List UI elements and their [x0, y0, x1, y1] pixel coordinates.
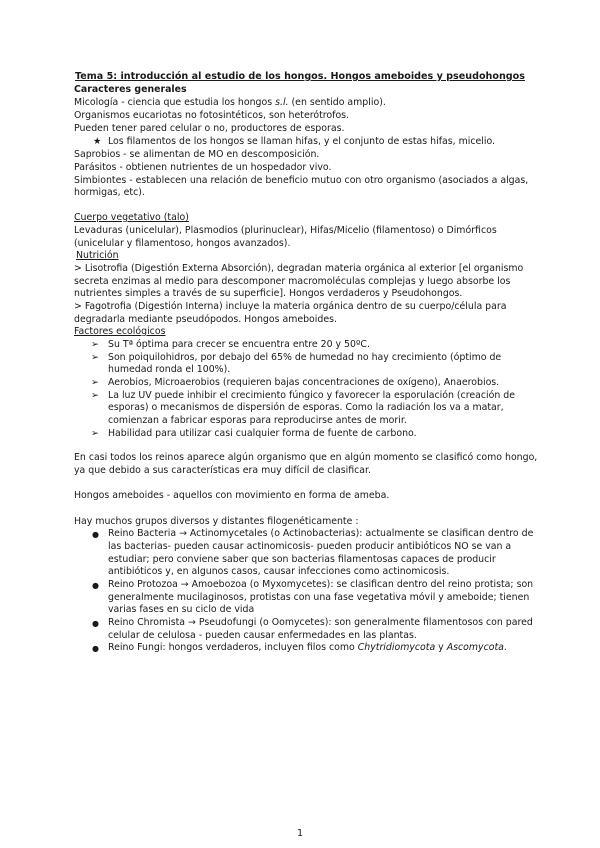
grupo-protozoa-1: Reino Protozoa → Amoebozoa (o Myxomycetes): se clasifican dentro del reino protista; son [108, 579, 534, 590]
cuerpo-heading: Cuerpo vegetativo (talo) [74, 212, 189, 223]
factor-humedad: Son poiquilohidros, por debajo del 65% de humedad no hay crecimiento (óptimo de [108, 352, 502, 363]
arrow-bullet-icon: ➢ [91, 377, 99, 388]
star-bullet-icon: ★ [93, 136, 102, 147]
micologia-text-italic: s.l. [275, 97, 289, 108]
grupo-bacteria-2: las bacterias- pueden causar actinomicosis- pueden producir antibióticos NO se van a [108, 541, 512, 552]
ascomycota-text: Ascomycota [446, 642, 504, 653]
page-number: 1 [296, 828, 304, 839]
nutricion-line-2: secreta enzimas al medio para descomponer macromoléculas complejas y luego absorbe los [74, 276, 511, 287]
nutricion-line-4: > Fagotrofia (Digestión Interna) incluye la materia orgánica dentro de su cuerpo/célula para [74, 301, 507, 312]
cuerpo-line-2: (unicelular y filamentoso, hongos avanzados). [74, 238, 291, 249]
grupo-fungi-y: y [435, 642, 447, 653]
micologia-text-b: (en sentido amplio). [288, 97, 386, 108]
cuerpo-line-1: Levaduras (unicelular), Plasmodios (plurinuclear), Hifas/Micelio (filamentoso) o Dimórficos [74, 225, 497, 236]
grupo-bacteria-3: estudiar; pero conviene saber que son bacterias filamentosas capaces de producir [108, 554, 496, 565]
arrow-bullet-icon: ➢ [91, 352, 99, 363]
factor-oxigeno: Aerobios, Microaerobios (requieren bajas concentraciones de oxígeno), Anaerobios. [108, 377, 500, 388]
pared-line: Pueden tener pared celular o no, productores de esporas. [74, 123, 345, 134]
factor-luz-3: comienzan a fabricar esporas para reproducirse antes de morir. [108, 415, 407, 426]
grupo-protozoa-2: generalmente mucilaginosos, protistas con una fase vegetativa móvil y ameboide; tienen [108, 592, 530, 603]
chytridiomycota-text: Chytridiomycota [357, 642, 436, 653]
micologia-text-a: Micología - ciencia que estudia los hongos [74, 97, 276, 108]
caracteres-heading: Caracteres generales [74, 84, 187, 95]
nutricion-heading: Nutrición [76, 250, 119, 261]
nutricion-line-3: nutrientes simples a través de su superficie]. Hongos verdaderos y Pseudohongos. [74, 288, 463, 299]
nutricion-line-1: > Lisotrofia (Digestión Externa Absorción), degradan materia orgánica al exterior [el organismo [74, 263, 524, 274]
page-title: Tema 5: introducción al estudio de los hongos. Hongos ameboides y pseudohongos [75, 71, 525, 82]
dot-bullet-icon: ● [92, 619, 99, 628]
factor-luz: La luz UV puede inhibir el crecimiento fúngico y favorecer la esporulación (creación de [108, 390, 515, 401]
filamentos-line: Los filamentos de los hongos se llaman hifas, y el conjunto de estas hifas, micelio. [108, 136, 496, 147]
arrow-bullet-icon: ➢ [91, 339, 99, 350]
reinos-line-2: ya que debido a sus características era muy difícil de clasificar. [74, 465, 371, 476]
dot-bullet-icon: ● [92, 581, 99, 590]
factor-luz-2: esporas) o mecanismos de dispersión de esporas. Como la radiación los va a matar, [108, 402, 504, 413]
factor-temperatura: Su Tª óptima para crecer se encuentra entre 20 y 50ºC. [108, 339, 370, 350]
simbiontes-line-2: hormigas, etc). [74, 187, 145, 198]
grupo-chromista-2: celular de celulosa - pueden causar enfermedades en las plantas. [108, 630, 417, 641]
dot-bullet-icon: ● [92, 530, 99, 539]
arrow-bullet-icon: ➢ [91, 428, 99, 439]
factor-carbono: Habilidad para utilizar casi cualquier forma de fuente de carbono. [108, 428, 417, 439]
grupo-fungi-end: . [503, 642, 507, 653]
grupo-bacteria-4: antibióticos y, en algunos casos, causar infecciones como actinomicosis. [108, 566, 450, 577]
dot-bullet-icon: ● [92, 644, 99, 653]
grupo-fungi-a: Reino Fungi: hongos verdaderos, incluyen filos como [108, 642, 358, 653]
grupo-bacteria-1: Reino Bacteria → Actinomycetales (o Actinobacterias): actualmente se clasifican dentro de [108, 528, 534, 539]
nutricion-line-5: degradarla mediante pseudópodos. Hongos ameboides. [74, 314, 337, 325]
ameboides-line: Hongos ameboides - aquellos con movimiento en forma de ameba. [74, 490, 390, 501]
simbiontes-line: Simbiontes - establecen una relación de beneficio mutuo con otro organismo (asociados a algas, [74, 175, 529, 186]
saprobios-line: Saprobios - se alimentan de MO en descomposición. [74, 149, 320, 160]
parasitos-line: Parásitos - obtienen nutrientes de un hospedador vivo. [74, 162, 332, 173]
grupo-fungi [108, 642, 507, 653]
factor-humedad-2: humedad ronda el 100%). [108, 364, 231, 375]
eucariotas-line: Organismos eucariotas no fotosintéticos, son heterótrofos. [74, 110, 350, 121]
grupo-chromista-1: Reino Chromista → Pseudofungi (o Oomycetes): son generalmente filamentosos con pared [108, 617, 533, 628]
factores-heading: Factores ecológicos [74, 326, 166, 337]
micologia-line [74, 97, 386, 109]
reinos-line-1: En casi todos los reinos aparece algún organismo que en algún momento se clasificó como hongo, [74, 452, 538, 463]
grupos-intro: Hay muchos grupos diversos y distantes filogenéticamente : [74, 516, 359, 527]
arrow-bullet-icon: ➢ [91, 390, 99, 401]
grupo-protozoa-3: varias fases en su ciclo de vida [108, 604, 255, 615]
